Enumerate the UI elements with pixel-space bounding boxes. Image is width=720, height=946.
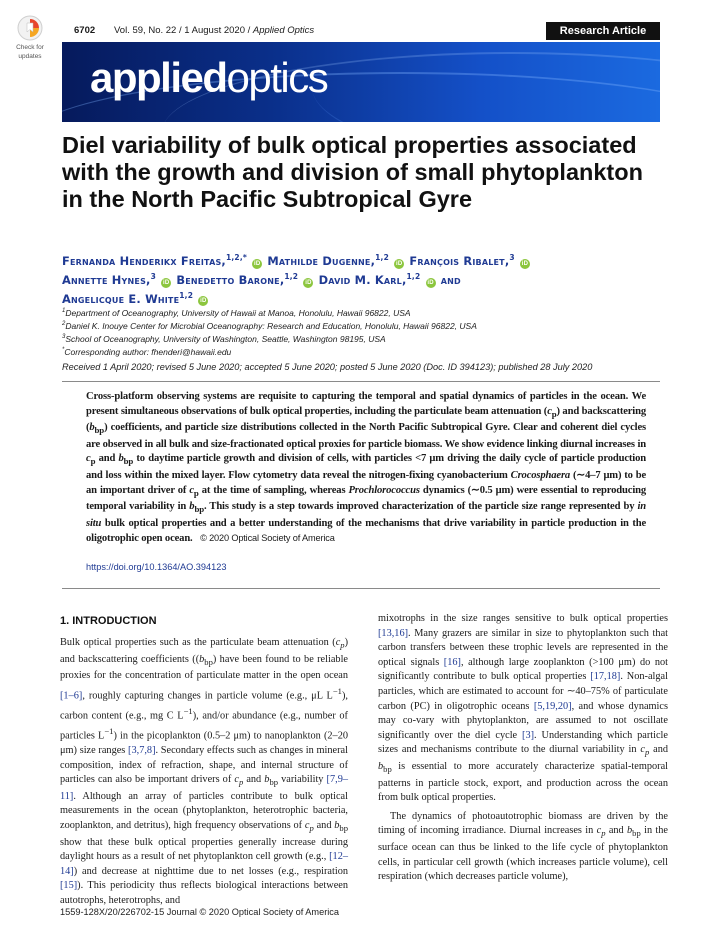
journal-issue	[114, 25, 314, 36]
symbol-sub: p	[90, 456, 96, 467]
logo-bold: applied	[90, 54, 227, 101]
symbol: b	[189, 501, 195, 513]
check-updates-label-1: Check for	[16, 44, 44, 51]
abstract-text: (∼4–7 μm) to be an important driver of	[86, 470, 646, 496]
abstract-text: to daytime particle growth and division of cells, with particles <7 μm driving the daily cycle of particle production and loss within the mixed layer. Flow cytometry data reveal the nitrogen-fixing cyanobacterium	[86, 453, 646, 482]
orcid-icon[interactable]: iD	[305, 279, 312, 286]
species-name: Crocosphaera	[510, 470, 571, 482]
abstract-text: ) coefficients, and particle size distributions collected in the North Pacific Subtropical Gyre. Clear and coherent diel cycles are observed in all bulk and size-fractionated optical proxies for particle biomass. We show evidence linking diurnal increases in	[86, 422, 646, 450]
publication-history: Received 1 April 2020; revised 5 June 2020; accepted 5 June 2020; posted 5 June 2020 (Doc. ID 394123); published 28 July 2020	[62, 362, 593, 372]
issue-text: Vol. 59, No. 22 / 1 August 2020 /	[114, 25, 253, 36]
orcid-icon[interactable]: iD	[253, 260, 261, 267]
check-updates-label-2: updates	[18, 53, 42, 60]
symbol-sub: bp	[194, 504, 204, 515]
abstract-text: bulk optical properties and a better understanding of the mechanisms that drive variability in particle production in the oligotrophic open ocean.	[86, 517, 646, 545]
citation-link[interactable]: [17,18]	[590, 671, 621, 683]
author-sup: 1,2	[284, 271, 299, 281]
citation-link[interactable]: [13,16]	[378, 627, 409, 639]
author-name: Fernanda Henderikx Freitas,	[62, 253, 226, 268]
copyright: © 2020 Optical Society of America	[200, 533, 335, 544]
symbol: b	[118, 453, 124, 465]
journal-logo	[90, 54, 327, 102]
paragraph: Bulk optical properties such as the particulate beam attenuation $(c_p)$ and backscattering coefficients ($(b_{bp})$ have been found to be reliable proxies for the concentration of particulate matter in the open ocean [1–6], roughly capturing changes in particle volume (e.g., μL $L^{-1}$), carbon content (e.g., mg C $L^{-1}$), and/or abundance (e.g., number of particles $L^{-1}$) in the picoplankton (0.5–2 μm) to nanoplankton (2–20 μm) size ranges [3,7,8]. Secondary effects such as changes in mineral composition, index of refraction, shape, and internal structure of particles can also be important drivers of $c_p$ and $b_{bp}$ variability [7,9–11]. Although an array of particles contribute to bulk optical measurements in the ocean (phytoplankton, heterotrophic bacteria, zooplankton, and detritus), high frequency observations of $c_p$ and $b_{bp}$ show that these bulk optical properties generally increase during daylight hours as a result of net phytoplankton cell growth (e.g., [12–14]) and decrease at nighttime due to net losses (e.g., respiration [15]). This periodicity thus reflects biological interactions between autotrophs, heterotrophs, and	[60, 637, 348, 906]
author-conjunction: and	[440, 272, 461, 287]
citation-link[interactable]: [3]	[522, 729, 535, 741]
citation-link[interactable]: [3,7,8]	[128, 744, 156, 756]
author-name: David M. Karl,	[318, 272, 407, 287]
orcid-icon[interactable]: iD	[396, 260, 403, 267]
logo-light: optics	[226, 54, 328, 101]
author-name: Benedetto Barone,	[176, 272, 285, 287]
paragraph: mixotrophs in the size ranges sensitive to bulk optical properties [13,16]. Many grazers are similar in size to phytoplankton such that carbon transfers between these trophic levels are represented in the optical signals [16], although large zooplankton (>100 μm) do not significantly contribute to bulk optical properties [17,18]. Non-algal particles, which are estimated to account for ∼40–75% of particulate carbon (PC) in oligotrophic oceans [5,19,20], and whose dynamics may co-vary with phytoplankton, are assumed to not oscillate significantly over the diel cycle [3]. Understanding which particle sizes and mechanisms contribute to the diurnal variability in $c_p$ and $b_{bp}$ is essential to more accurately characterize spatial-temporal patterns in particle stock, export, and production across the ocean from bulk optical properties.	[378, 613, 668, 804]
affiliation-sup: *	[62, 347, 65, 354]
doi-link[interactable]: https://doi.org/10.1364/AO.394123	[86, 562, 227, 572]
citation-link[interactable]: [12–14]	[60, 851, 348, 877]
affiliation-sup: 3	[62, 334, 66, 341]
citation-link[interactable]: [7,9–11]	[60, 774, 348, 802]
article-title: Diel variability of bulk optical properties associated with the growth and division of small phytoplankton in the North Pacific Subtropical Gyre	[62, 132, 643, 212]
author-sup: 1,2	[406, 271, 421, 281]
affiliation-sup: 2	[62, 321, 66, 328]
author-list	[62, 250, 662, 306]
symbol: c	[189, 484, 194, 496]
citation-link[interactable]: [15]	[60, 880, 78, 892]
author-sup: 1,2	[179, 290, 194, 300]
orcid-icon[interactable]: iD	[521, 260, 529, 267]
abstract-text: and	[95, 453, 119, 465]
abstract-text: at the time of sampling, whereas	[198, 484, 349, 496]
orcid-icon[interactable]: iD	[200, 298, 207, 305]
running-header	[62, 22, 660, 40]
orcid-icon[interactable]: iD	[427, 279, 434, 286]
author-sup: 3	[509, 253, 515, 262]
check-for-updates-badge[interactable]	[10, 14, 50, 60]
author-name: Mathilde Dugenne,	[267, 253, 376, 268]
affiliation-text: Department of Oceanography, University of Hawaii at Manoa, Honolulu, Hawaii 96822, USA	[65, 307, 411, 318]
citation-link[interactable]: [1–6]	[60, 690, 83, 702]
section-heading: 1. INTRODUCTION	[60, 615, 157, 627]
abstract	[86, 390, 646, 547]
affiliation-sup: 1	[62, 308, 66, 314]
emphasis: in situ	[86, 501, 646, 529]
check-updates-icon	[16, 14, 44, 42]
divider	[62, 588, 660, 589]
citation-link[interactable]: [5,19,20]	[533, 700, 572, 712]
symbol: b	[89, 422, 95, 434]
divider	[62, 381, 660, 382]
affiliation-text: Corresponding author: fhenderi@hawaii.edu	[64, 346, 232, 357]
author-name: Angelicque E. White	[62, 291, 180, 306]
author-sup: 1,2	[375, 253, 390, 262]
author-sup: 1,2,*	[225, 253, 248, 262]
page-footer: 1559-128X/20/226702-15 Journal © 2020 Optical Society of America	[60, 907, 339, 917]
journal-banner	[62, 42, 660, 122]
body-column-right	[378, 612, 668, 889]
symbol-sub: bp	[123, 456, 134, 467]
symbol-sub: p	[193, 487, 199, 498]
affiliation-text: School of Oceanography, University of Washington, Seattle, Washington 98195, USA	[65, 333, 386, 344]
affiliations	[62, 306, 662, 358]
page-number: 6702	[74, 25, 96, 36]
banner-wave	[312, 42, 660, 122]
symbol: c	[86, 453, 91, 465]
abstract-text: Cross-platform observing systems are requisite to capturing the temporal and spatial dynamics of particles in the ocean. We present simultaneous observations of bulk optical properties, including the particulate beam attenuation (	[86, 391, 646, 417]
abstract-text: ) and backscattering (	[86, 405, 646, 434]
affiliation	[62, 319, 662, 332]
affiliation-text: Daniel K. Inouye Center for Microbial Oceanography: Research and Education, Honolulu, Hawaii 96822, USA	[65, 320, 477, 331]
species-name: Prochlorococcus	[348, 484, 420, 496]
journal-name: Applied Optics	[252, 25, 315, 36]
citation-link[interactable]: [16]	[443, 656, 461, 668]
corresponding-author	[62, 345, 662, 358]
author-sup: 3	[150, 271, 156, 281]
affiliation	[62, 332, 662, 345]
affiliation	[62, 306, 662, 319]
abstract-text: . This study is a step towards improved characterization of the particle size range represented by	[203, 501, 638, 513]
symbol-sub: bp	[94, 425, 105, 436]
body-column-left	[60, 636, 348, 913]
paragraph: The dynamics of photoautotrophic biomass are driven by the timing of incoming irradiance. Diurnal increases in $c_p$ and $b_{bp}$ in the surface ocean can thus be linked to the life cycle of phytoplankton cells, in particular cell growth (which increases particle volume), cell respiration (which decreases particle volume),	[378, 810, 668, 883]
orcid-icon[interactable]: iD	[162, 279, 170, 286]
abstract-text: dynamics (∼0.5 μm) were essential to reproducing temporal variability in	[86, 484, 647, 513]
symbol-sub: p	[551, 408, 557, 419]
symbol: c	[547, 405, 552, 417]
author-name: Annette Hynes,	[62, 272, 151, 287]
author-name: François Ribalet,	[409, 253, 510, 268]
article-type-label: Research Article	[546, 22, 660, 40]
